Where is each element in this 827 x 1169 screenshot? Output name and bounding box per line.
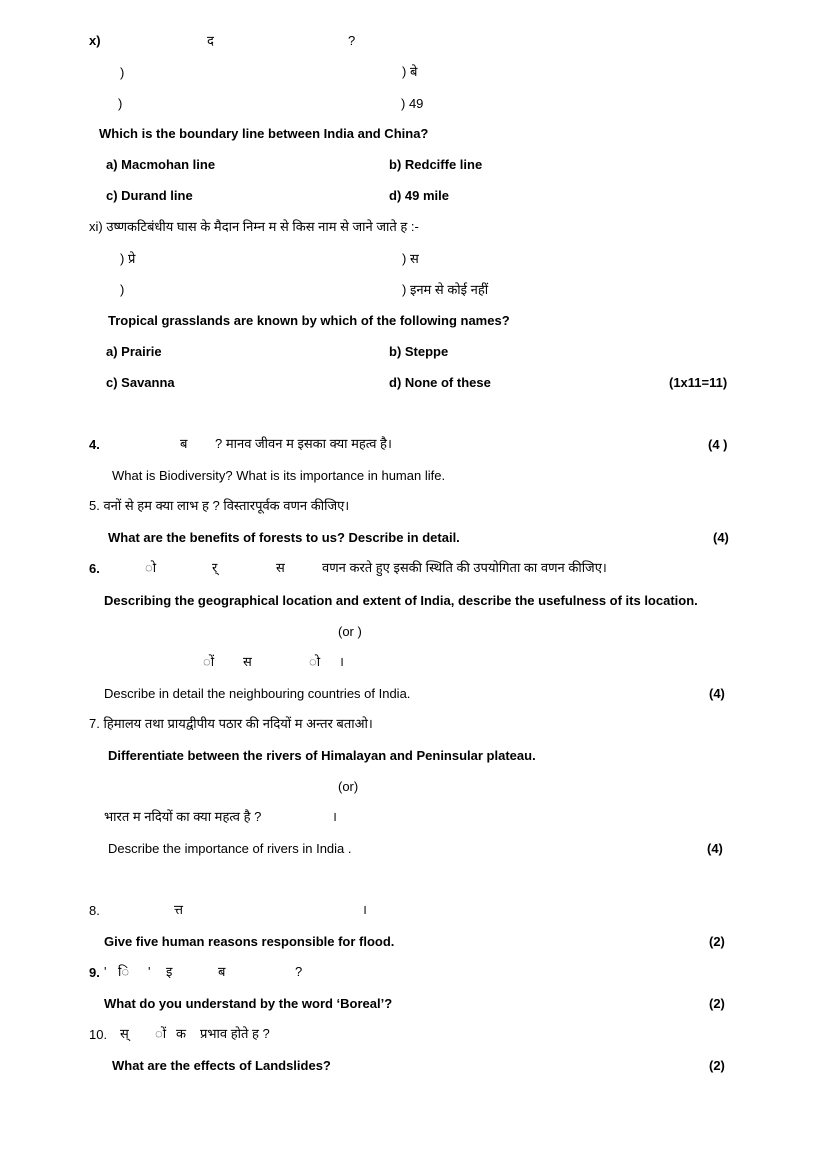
question-6-alt-hindi-fragment-1: ों bbox=[203, 654, 215, 669]
question-6-or: (or ) bbox=[338, 624, 362, 639]
question-10-english: What are the effects of Landslides? bbox=[112, 1058, 331, 1073]
question-10-hindi-fragment-2: ों bbox=[155, 1026, 167, 1041]
question-4-hindi: ? मानव जीवन म इसका क्या महत्व है। bbox=[215, 436, 392, 451]
question-xi-hindi-option-d: ) इनम से कोई नहीं bbox=[402, 282, 489, 297]
question-xi-option-d: d) None of these bbox=[389, 375, 491, 390]
question-10-hindi: प्रभाव होते ह ? bbox=[200, 1026, 270, 1041]
question-5-marks: (4) bbox=[713, 530, 729, 545]
question-9-hindi-question-mark: ? bbox=[295, 964, 303, 979]
question-4-english: What is Biodiversity? What is its importance in human life. bbox=[112, 468, 446, 483]
question-7-hindi: 7. हिमालय तथा प्रायद्वीपीय पठार की नदियों म अन्तर बताओ। bbox=[89, 716, 373, 731]
question-6-hindi-fragment-2: र् bbox=[212, 560, 218, 575]
question-8-number: 8. bbox=[89, 903, 100, 918]
question-xi-option-b: b) Steppe bbox=[389, 344, 449, 359]
question-6-number: 6. bbox=[89, 561, 100, 576]
question-9-hindi-fragment-4: इ bbox=[166, 964, 173, 979]
question-6-alt-hindi-fragment-2: स bbox=[243, 654, 252, 669]
question-10-marks: (2) bbox=[709, 1058, 725, 1073]
question-9-hindi-fragment-3: ' bbox=[148, 964, 151, 979]
question-9-hindi-fragment-5: ब bbox=[218, 964, 226, 979]
question-8-english: Give five human reasons responsible for flood. bbox=[104, 934, 395, 949]
question-10-hindi-fragment-1: स् bbox=[120, 1026, 129, 1041]
question-9-number: 9. bbox=[89, 965, 100, 980]
question-x-hindi-option-c: ) bbox=[118, 96, 123, 111]
question-6-marks: (4) bbox=[709, 686, 725, 701]
question-x-option-c: c) Durand line bbox=[106, 188, 193, 203]
question-xi-option-c: c) Savanna bbox=[106, 375, 175, 390]
question-6-hindi-fragment-3: स bbox=[276, 560, 285, 575]
question-x-hindi-option-a: ) bbox=[120, 65, 125, 80]
question-4-number: 4. bbox=[89, 437, 100, 452]
question-9-english: What do you understand by the word ‘Boreal’? bbox=[104, 996, 393, 1011]
question-8-hindi-end: । bbox=[362, 902, 367, 917]
question-x-hindi-option-b: ) बे bbox=[402, 64, 418, 79]
question-xi-hindi-option-c: ) bbox=[120, 282, 125, 297]
question-5-hindi: 5. वनों से हम क्या लाभ ह ? विस्तारपूर्वक वणन कीजिए। bbox=[89, 498, 350, 513]
question-x-hindi-question-mark: ? bbox=[348, 33, 356, 48]
question-7-alt-hindi: भारत म नदियों का क्या महत्व है ? bbox=[104, 809, 262, 824]
question-6-hindi: वणन करते हुए इसकी स्थिति की उपयोगिता का वणन कीजिए। bbox=[322, 560, 607, 575]
question-6-alt-english: Describe in detail the neighbouring countries of India. bbox=[104, 686, 411, 701]
question-x-option-d: d) 49 mile bbox=[389, 188, 449, 203]
question-6-alt-hindi-fragment-3: ो bbox=[309, 654, 321, 669]
question-10-number: 10. bbox=[89, 1027, 108, 1042]
question-xi-hindi: xi) उष्णकटिबंधीय घास के मैदान निम्न म से किस नाम से जाने जाते ह :- bbox=[89, 219, 419, 234]
question-7-marks: (4) bbox=[707, 841, 723, 856]
question-xi-hindi-option-b: ) स bbox=[402, 251, 419, 266]
question-x-hindi-fragment: द bbox=[207, 33, 214, 48]
question-10-hindi-fragment-3: क bbox=[176, 1026, 186, 1041]
question-x-option-a: a) Macmohan line bbox=[106, 157, 216, 172]
question-8-marks: (2) bbox=[709, 934, 725, 949]
question-x-number: x) bbox=[89, 33, 101, 48]
question-4-hindi-fragment: ब bbox=[180, 436, 188, 451]
section-marks: (1x11=11) bbox=[669, 375, 728, 390]
question-5-english: What are the benefits of forests to us? Describe in detail. bbox=[108, 530, 460, 545]
question-7-english: Differentiate between the rivers of Himalayan and Peninsular plateau. bbox=[108, 748, 536, 763]
question-x-option-b: b) Redciffe line bbox=[389, 157, 483, 172]
question-6-hindi-fragment-1: ो bbox=[145, 560, 157, 575]
question-7-or: (or) bbox=[338, 779, 359, 794]
question-9-marks: (2) bbox=[709, 996, 725, 1011]
question-xi-english: Tropical grasslands are known by which of the following names? bbox=[108, 313, 510, 328]
question-x-hindi-option-d: ) 49 bbox=[401, 96, 424, 111]
question-6-english: Describing the geographical location and extent of India, describe the usefulness of its location. bbox=[104, 593, 698, 608]
question-4-marks: (4 ) bbox=[708, 437, 728, 452]
question-xi-option-a: a) Prairie bbox=[106, 344, 162, 359]
question-7-alt-hindi-end: । bbox=[332, 809, 337, 824]
question-9-hindi-fragment-2: ि bbox=[118, 964, 130, 979]
question-x-english: Which is the boundary line between India and China? bbox=[99, 126, 429, 141]
question-8-hindi-fragment: त्त bbox=[174, 902, 183, 917]
question-9-hindi-fragment-1: ' bbox=[104, 964, 107, 979]
question-7-alt-english: Describe the importance of rivers in India . bbox=[108, 841, 352, 856]
question-xi-hindi-option-a: ) प्रे bbox=[120, 251, 136, 266]
question-6-alt-hindi-end: । bbox=[339, 654, 344, 669]
